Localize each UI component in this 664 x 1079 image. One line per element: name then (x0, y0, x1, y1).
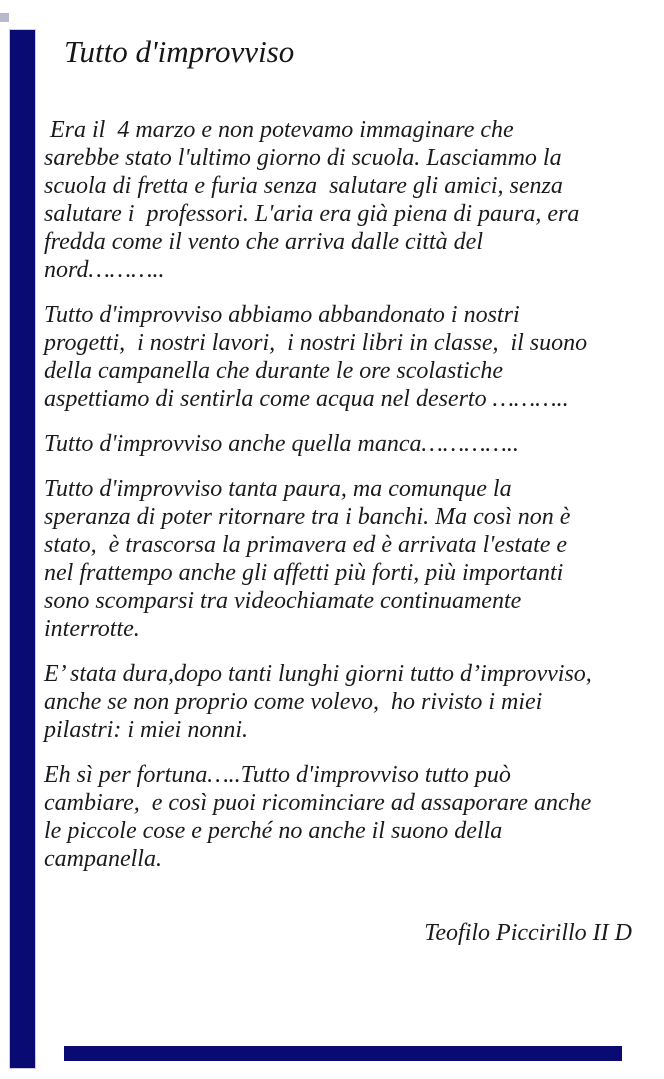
text-line: salutare i professori. L'aria era già piena di paura, era (44, 201, 580, 227)
text-line: progetti, i nostri lavori, i nostri libri in classe, il suono (44, 330, 588, 356)
text-line: nord……….. (44, 257, 165, 283)
document-body (44, 116, 634, 947)
text-line: scuola di fretta e furia senza salutare gli amici, senza (44, 173, 563, 199)
text-line: anche se non proprio come volevo, ho rivisto i miei (44, 689, 543, 715)
text-line: aspettiamo di sentirla come acqua nel deserto ……….. (44, 386, 569, 412)
paragraph-3 (44, 430, 634, 458)
text-line: Tutto d'improvviso tanta paura, ma comunque la (44, 476, 512, 502)
text-line: stato, è trascorsa la primavera ed è arrivata l'estate e (44, 532, 568, 558)
text-line: le piccole cose e perché no anche il suono della (44, 818, 503, 844)
paragraph-6 (44, 761, 634, 873)
paragraph-4 (44, 475, 634, 643)
paragraph-5 (44, 660, 634, 744)
paragraph-1 (44, 116, 634, 284)
text-line: della campanella che durante le ore scolastiche (44, 358, 503, 384)
text-line: sarebbe stato l'ultimo giorno di scuola. Lasciammo la (44, 145, 562, 171)
top-left-corner-mark (0, 13, 9, 22)
text-line: Eh sì per fortuna…..Tutto d'improvviso tutto può (44, 762, 511, 788)
left-accent-bar (10, 30, 35, 1068)
text-line: interrotte. (44, 616, 140, 642)
paragraph-2 (44, 301, 634, 413)
document-title: Tutto d'improvviso (64, 34, 295, 69)
text-line: speranza di poter ritornare tra i banchi. Ma così non è (44, 504, 571, 530)
text-line: Tutto d'improvviso anche quella manca………….. (44, 431, 519, 457)
text-line: nel frattempo anche gli affetti più forti, più importanti (44, 560, 564, 586)
bottom-accent-bar (64, 1046, 622, 1061)
text-line: Era il 4 marzo e non potevamo immaginare che (44, 117, 514, 143)
author-signature: Teofilo Piccirillo II D (424, 920, 632, 946)
text-line: sono scomparsi tra videochiamate continuamente (44, 588, 522, 614)
text-line: campanella. (44, 846, 162, 872)
text-line: Tutto d'improvviso abbiamo abbandonato i nostri (44, 302, 520, 328)
text-line: E’ stata dura,dopo tanti lunghi giorni tutto d’improvviso, (44, 661, 592, 687)
text-line: fredda come il vento che arriva dalle città del (44, 229, 483, 255)
text-line: pilastri: i miei nonni. (44, 717, 248, 743)
text-line: cambiare, e così puoi ricominciare ad assaporare anche (44, 790, 592, 816)
